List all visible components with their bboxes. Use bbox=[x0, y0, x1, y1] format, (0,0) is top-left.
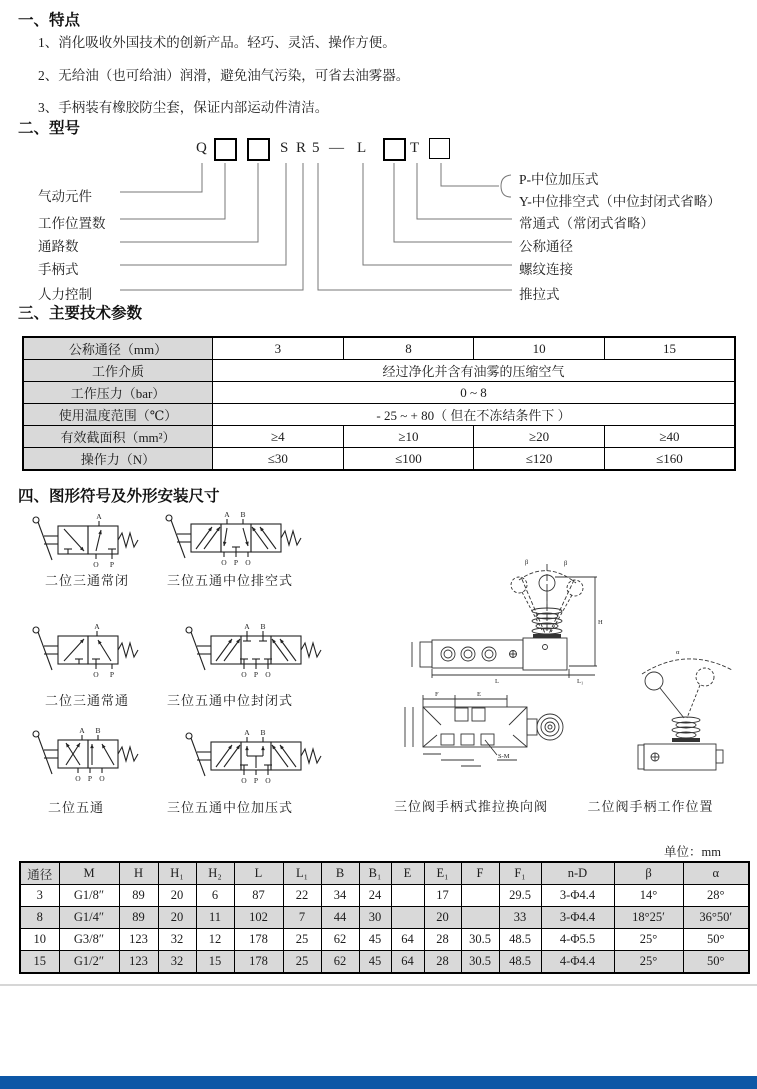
dim-cell: 32 bbox=[158, 929, 196, 951]
dim-header-cell: L bbox=[234, 862, 283, 885]
f-dim: F bbox=[435, 691, 439, 698]
drawing1-caption: 三位阀手柄式推拉换向阀 bbox=[393, 799, 548, 814]
dim-cell: 17 bbox=[424, 885, 461, 907]
svg-text:A: A bbox=[96, 512, 102, 521]
param-value: 0 ~ 8 bbox=[213, 382, 736, 404]
svg-text:O: O bbox=[265, 776, 271, 785]
dim-cell: G1/8″ bbox=[59, 885, 119, 907]
svg-text:O: O bbox=[221, 558, 227, 567]
svg-text:A: A bbox=[94, 622, 100, 631]
svg-text:O: O bbox=[75, 774, 81, 783]
dim-data-row bbox=[20, 951, 749, 974]
dim-cell: 62 bbox=[321, 929, 359, 951]
param-label: 工作压力（bar） bbox=[23, 382, 213, 404]
dim-cell: 34 bbox=[321, 885, 359, 907]
svg-text:B: B bbox=[260, 728, 266, 737]
brace bbox=[501, 175, 511, 197]
param-value: ≤160 bbox=[604, 448, 735, 471]
svg-text:O: O bbox=[245, 558, 251, 567]
dim-cell: 50° bbox=[683, 951, 749, 974]
dim-cell: G1/4″ bbox=[59, 907, 119, 929]
feature-item: 2、无给油（也可给油）润滑，避免油气污染，可省去油雾器。 bbox=[38, 67, 410, 83]
model-right-label: 常通式（常闭式省略） bbox=[519, 216, 654, 231]
symbol-caption: 二位五通 bbox=[48, 800, 105, 815]
dim-cell: 45 bbox=[359, 929, 391, 951]
feature-item: 3、手柄装有橡胶防尘套，保证内部运动件清洁。 bbox=[38, 100, 329, 115]
param-value: 15 bbox=[604, 337, 735, 360]
section2-title: 二、型号 bbox=[18, 120, 81, 137]
dim-cell: 7 bbox=[283, 907, 321, 929]
dim-header-cell: β bbox=[614, 862, 683, 885]
code-char: R bbox=[296, 140, 307, 156]
dim-cell: 3-Φ4.4 bbox=[541, 885, 614, 907]
dim-cell: 30.5 bbox=[461, 929, 499, 951]
svg-text:P: P bbox=[253, 776, 259, 785]
model-right-label: 公称通径 bbox=[519, 239, 573, 254]
param-value: 经过净化并含有油雾的压缩空气 bbox=[213, 360, 736, 382]
dim-cell: 25° bbox=[614, 929, 683, 951]
svg-text:P: P bbox=[253, 670, 259, 679]
svg-text:A: A bbox=[224, 510, 230, 519]
dim-cell: 20 bbox=[158, 885, 196, 907]
drawing2-caption: 二位阀手柄工作位置 bbox=[587, 799, 714, 814]
dim-cell: 8 bbox=[20, 907, 59, 929]
section4-title: 四、图形符号及外形安装尺寸 bbox=[18, 488, 220, 505]
dim-cell: 30 bbox=[359, 907, 391, 929]
dim-cell: 30.5 bbox=[461, 951, 499, 974]
tech-param-row bbox=[23, 426, 735, 448]
dim-cell: 48.5 bbox=[499, 951, 541, 974]
dim-cell: 45 bbox=[359, 951, 391, 974]
feature-item: 1、消化吸收外国技术的创新产品。轻巧、灵活、操作方便。 bbox=[38, 35, 396, 50]
beta-annotation: β bbox=[525, 559, 529, 566]
dim-cell: 44 bbox=[321, 907, 359, 929]
dim-cell: 123 bbox=[119, 951, 158, 974]
symbol-caption: 二位三通常闭 bbox=[45, 573, 130, 588]
code-char: 5 bbox=[312, 140, 320, 156]
model-left-label: 手柄式 bbox=[38, 262, 79, 277]
dim-cell: 32 bbox=[158, 951, 196, 974]
svg-text:O: O bbox=[93, 670, 99, 679]
param-label: 工作介质 bbox=[23, 360, 213, 382]
dim-cell: 20 bbox=[158, 907, 196, 929]
dim-cell: 10 bbox=[20, 929, 59, 951]
svg-text:O: O bbox=[93, 560, 99, 569]
code-box bbox=[247, 138, 270, 161]
code-char: S bbox=[280, 140, 289, 156]
model-left-label: 工作位置数 bbox=[38, 216, 106, 231]
tech-params-table bbox=[22, 336, 736, 471]
sm-annotation: S-M bbox=[498, 753, 510, 760]
dim-cell: 178 bbox=[234, 929, 283, 951]
model-left-label: 人力控制 bbox=[38, 287, 92, 302]
three-position-valve-drawing bbox=[385, 552, 615, 797]
model-code-diagram bbox=[0, 136, 757, 308]
dim-data-row bbox=[20, 885, 749, 907]
footer-bar bbox=[0, 1076, 757, 1089]
svg-text:B: B bbox=[95, 726, 101, 735]
model-right-label: 螺纹连接 bbox=[519, 262, 573, 277]
svg-text:O: O bbox=[265, 670, 271, 679]
dim-cell: G3/8″ bbox=[59, 929, 119, 951]
dim-cell: 62 bbox=[321, 951, 359, 974]
dim-cell: 89 bbox=[119, 907, 158, 929]
valve-symbol-3 bbox=[30, 620, 140, 682]
model-right-label: P-中位加压式 bbox=[519, 172, 599, 187]
dim-cell bbox=[461, 907, 499, 929]
svg-text:P: P bbox=[109, 560, 115, 569]
param-label: 公称通径（mm） bbox=[23, 337, 213, 360]
dim-cell: 11 bbox=[196, 907, 234, 929]
svg-text:O: O bbox=[241, 776, 247, 785]
param-value: ≤100 bbox=[343, 448, 474, 471]
dim-cell: 29.5 bbox=[499, 885, 541, 907]
dimension-table bbox=[19, 861, 750, 974]
dim-cell: 28° bbox=[683, 885, 749, 907]
symbol-caption: 三位五通中位封闭式 bbox=[167, 693, 294, 708]
dim-cell: 64 bbox=[391, 929, 424, 951]
param-value: ≤30 bbox=[213, 448, 344, 471]
dim-cell: 3-Φ4.4 bbox=[541, 907, 614, 929]
dim-cell: 20 bbox=[424, 907, 461, 929]
svg-text:O: O bbox=[241, 670, 247, 679]
tech-param-row bbox=[23, 404, 735, 426]
dim-header-cell: H₂ bbox=[196, 862, 234, 885]
dim-cell: 4-Φ4.4 bbox=[541, 951, 614, 974]
symbol-caption: 三位五通中位加压式 bbox=[167, 800, 294, 815]
two-position-handle-drawing bbox=[628, 638, 755, 778]
dim-cell bbox=[391, 885, 424, 907]
symbol-caption: 二位三通常通 bbox=[45, 693, 130, 708]
dim-header-cell: E bbox=[391, 862, 424, 885]
model-right-label: Y-中位排空式（中位封闭式省略） bbox=[519, 194, 721, 209]
svg-text:P: P bbox=[109, 670, 115, 679]
svg-text:B: B bbox=[260, 622, 266, 631]
dim-cell: 12 bbox=[196, 929, 234, 951]
svg-text:P: P bbox=[233, 558, 239, 567]
alpha-annotation: α bbox=[676, 649, 680, 656]
dim-header-cell: H bbox=[119, 862, 158, 885]
code-box bbox=[429, 138, 450, 159]
dim-header-row bbox=[20, 862, 749, 885]
svg-text:B: B bbox=[240, 510, 246, 519]
section3-title: 三、主要技术参数 bbox=[18, 305, 143, 322]
l1-dim: L₁ bbox=[577, 678, 584, 685]
dim-cell: 4-Φ5.5 bbox=[541, 929, 614, 951]
tech-param-row bbox=[23, 337, 735, 360]
code-box bbox=[214, 138, 237, 161]
dim-header-cell: B₁ bbox=[359, 862, 391, 885]
model-left-label: 气动元件 bbox=[38, 189, 92, 204]
dim-cell: 24 bbox=[359, 885, 391, 907]
dim-cell: 18°25′ bbox=[614, 907, 683, 929]
dim-cell: 87 bbox=[234, 885, 283, 907]
tech-param-row bbox=[23, 382, 735, 404]
valve-symbol-6 bbox=[183, 726, 323, 788]
dim-header-cell: L₁ bbox=[283, 862, 321, 885]
dim-header-cell: n-D bbox=[541, 862, 614, 885]
dim-cell: 48.5 bbox=[499, 929, 541, 951]
param-value: ≥10 bbox=[343, 426, 474, 448]
beta-annotation: β bbox=[564, 560, 568, 567]
dim-cell: 25° bbox=[614, 951, 683, 974]
dim-header-cell: B bbox=[321, 862, 359, 885]
dim-cell: 15 bbox=[20, 951, 59, 974]
dim-header-cell: H₁ bbox=[158, 862, 196, 885]
param-label: 操作力（N） bbox=[23, 448, 213, 471]
valve-symbol-2 bbox=[163, 508, 303, 570]
dim-cell: G1/2″ bbox=[59, 951, 119, 974]
param-value: ≤120 bbox=[474, 448, 605, 471]
dim-cell: 28 bbox=[424, 951, 461, 974]
dim-cell: 33 bbox=[499, 907, 541, 929]
svg-text:A: A bbox=[244, 728, 250, 737]
dim-cell bbox=[391, 907, 424, 929]
param-value: ≥20 bbox=[474, 426, 605, 448]
param-label: 有效截面积（mm²） bbox=[23, 426, 213, 448]
svg-text:A: A bbox=[244, 622, 250, 631]
dim-header-cell: F₁ bbox=[499, 862, 541, 885]
code-char: — bbox=[329, 140, 344, 156]
dim-cell: 22 bbox=[283, 885, 321, 907]
param-label: 使用温度范围（℃） bbox=[23, 404, 213, 426]
param-value: ≥40 bbox=[604, 426, 735, 448]
model-right-label: 推拉式 bbox=[519, 287, 560, 302]
dim-cell: 123 bbox=[119, 929, 158, 951]
dim-cell: 64 bbox=[391, 951, 424, 974]
tech-param-row bbox=[23, 360, 735, 382]
dim-cell: 3 bbox=[20, 885, 59, 907]
dim-cell: 178 bbox=[234, 951, 283, 974]
dim-cell: 89 bbox=[119, 885, 158, 907]
dim-data-row bbox=[20, 907, 749, 929]
h-dim: H bbox=[598, 619, 603, 626]
code-box bbox=[383, 138, 406, 161]
code-char: Q bbox=[196, 140, 207, 156]
section1-title: 一、特点 bbox=[18, 12, 81, 29]
svg-text:A: A bbox=[79, 726, 85, 735]
dim-header-cell: F bbox=[461, 862, 499, 885]
dim-cell: 50° bbox=[683, 929, 749, 951]
param-value: 3 bbox=[213, 337, 344, 360]
code-char: T bbox=[410, 140, 420, 156]
dim-cell: 28 bbox=[424, 929, 461, 951]
symbol-caption: 三位五通中位排空式 bbox=[167, 573, 294, 588]
param-value: 10 bbox=[474, 337, 605, 360]
dim-cell: 25 bbox=[283, 929, 321, 951]
dim-cell: 15 bbox=[196, 951, 234, 974]
param-value: - 25 ~ + 80（ 但在不冻结条件下 ） bbox=[213, 404, 736, 426]
model-left-label: 通路数 bbox=[38, 239, 79, 254]
e-dim: E bbox=[477, 691, 481, 698]
dim-cell: 102 bbox=[234, 907, 283, 929]
dim-cell: 25 bbox=[283, 951, 321, 974]
unit-note: 单位：mm bbox=[664, 845, 721, 859]
dim-cell: 36°50′ bbox=[683, 907, 749, 929]
separator-line bbox=[0, 984, 757, 986]
valve-symbol-1 bbox=[30, 510, 140, 572]
svg-text:P: P bbox=[87, 774, 93, 783]
l-dim: L bbox=[495, 678, 499, 685]
param-value: 8 bbox=[343, 337, 474, 360]
dim-data-row bbox=[20, 929, 749, 951]
tech-param-row bbox=[23, 448, 735, 471]
code-char: L bbox=[357, 140, 367, 156]
dim-header-cell: E₁ bbox=[424, 862, 461, 885]
features-list bbox=[38, 31, 409, 129]
dim-header-cell: 通径 bbox=[20, 862, 59, 885]
dim-cell: 14° bbox=[614, 885, 683, 907]
svg-text:O: O bbox=[99, 774, 105, 783]
dim-cell bbox=[461, 885, 499, 907]
dim-cell: 6 bbox=[196, 885, 234, 907]
dim-header-cell: α bbox=[683, 862, 749, 885]
valve-symbol-4 bbox=[183, 620, 323, 682]
param-value: ≥4 bbox=[213, 426, 344, 448]
valve-symbol-5 bbox=[30, 724, 140, 786]
dim-header-cell: M bbox=[59, 862, 119, 885]
